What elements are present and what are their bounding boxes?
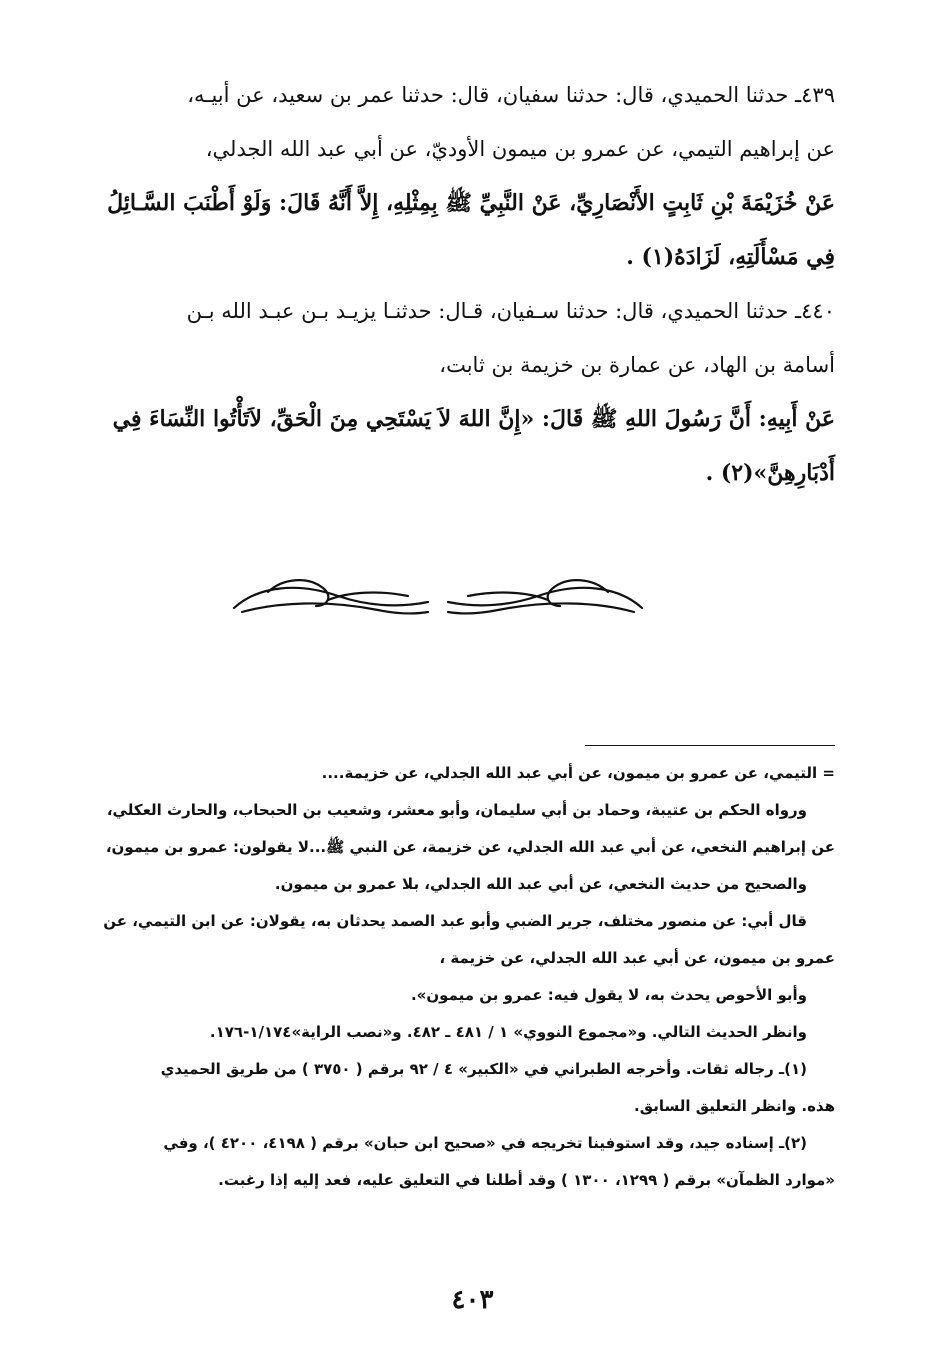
footnote-separator [585,745,835,746]
hadith-439-line-3: عَنْ خُزَيْمَةَ بْنِ ثَابِتٍ الأَنْصَارِيِّ، عَنْ النَّبِيِّ ﷺ بِمِثْلِهِ، إِلاَّ أَنَّهُ قَالَ: وَلَوْ أَطْنَبَ السَّـائِلُ [107,190,835,216]
footnote-line: عمرو بن ميمون، عن أبي عبد الله الجدلي، عن خزيمة ، [439,949,835,967]
footnote-1: (١)ـ رجاله ثقات. وأخرجه الطبراني في «الكبير» ٤ / ٩٢ برقم ( ٣٧٥٠ ) من طريق الحميدي [160,1060,807,1078]
hadith-440-line-4: أَدْبَارِهِنَّ»(٢) . [705,460,835,486]
footnote-line: = التيمي، عن عمرو بن ميمون، عن أبي عبد الله الجدلي، عن خزيمة.... [321,764,835,782]
footnote-2: (٢)ـ إسناده جيد، وقد استوفينا تخريجه في «صحيح ابن حبان» برقم ( ٤١٩٨، ٤٢٠٠ )، وفي [163,1134,807,1152]
hadith-439-line-2: عن إبراهيم التيمي، عن عمرو بن ميمون الأوديّ، عن أبي عبد الله الجدلي، [205,137,835,161]
footnotes [50,755,835,1199]
footnote-2-cont: «موارد الظمآن» برقم ( ١٢٩٩، ١٣٠٠ ) وقد أطلنا في التعليق عليه، فعد إليه إذا رغبت. [218,1171,835,1189]
footnote-1-cont: هذه. وانظر التعليق السابق. [634,1097,835,1115]
hadith-439-line-1: ٤٣٩ـ حدثنا الحميدي، قال: حدثنا سفيان، قال: حدثنا عمر بن سعيد، عن أبيـه، [187,83,835,107]
footnote-line: ورواه الحكم بن عتيبة، وحماد بن أبي سليمان، وأبو معشر، وشعيب بن الحبحاب، والحارث العكلي، [106,801,807,819]
hadith-440-line-3: عَنْ أَبِيهِ: أَنَّ رَسُولَ اللهِ ﷺ قَالَ: «إِنَّ اللهَ لاَ يَسْتَحِي مِنَ الْحَقِّ، لاَتَأْتُوا النِّسَاءَ فِي [112,406,835,432]
footnote-line: والصحيح من حديث النخعي، عن أبي عبد الله الجدلي، بلا عمرو بن ميمون. [274,875,807,893]
footnote-line: عن إبراهيم النخعي، عن أبي عبد الله الجدلي، عن خزيمة، عن النبي ﷺ...لا يقولون: عمرو بن ميمون، [105,838,835,856]
hadith-440-line-1: ٤٤٠ـ حدثنا الحميدي، قال: حدثنا سـفيان، قـال: حدثنـا يزيـد بـن عبـد الله بـن [186,299,835,323]
hadith-439-line-4: فِي مَسْأَلَتِهِ، لَزَادَهُ(١) . [626,244,835,270]
footnote-line: قال أبي: عن منصور مختلف، جرير الضبي وأبو عبد الصمد يحدثان به، يقولان: عن ابن التيمي، عن [103,912,807,930]
ornament-divider [228,572,648,624]
hadith-440-line-2: أسامة بن الهاد، عن عمارة بن خزيمة بن ثابت، [439,353,835,377]
page-number: ٤٠٣ [451,1285,494,1315]
footnote-line: وأبو الأحوص يحدث به، لا يقول فيه: عمرو بن ميمون». [410,986,807,1004]
main-text [50,68,835,500]
footnote-line: وانظر الحديث التالي. و«مجموع النووي» ١ / ٤٨١ ـ ٤٨٢. و«نصب الراية»١/١٧٤-١٧٦. [209,1023,807,1041]
